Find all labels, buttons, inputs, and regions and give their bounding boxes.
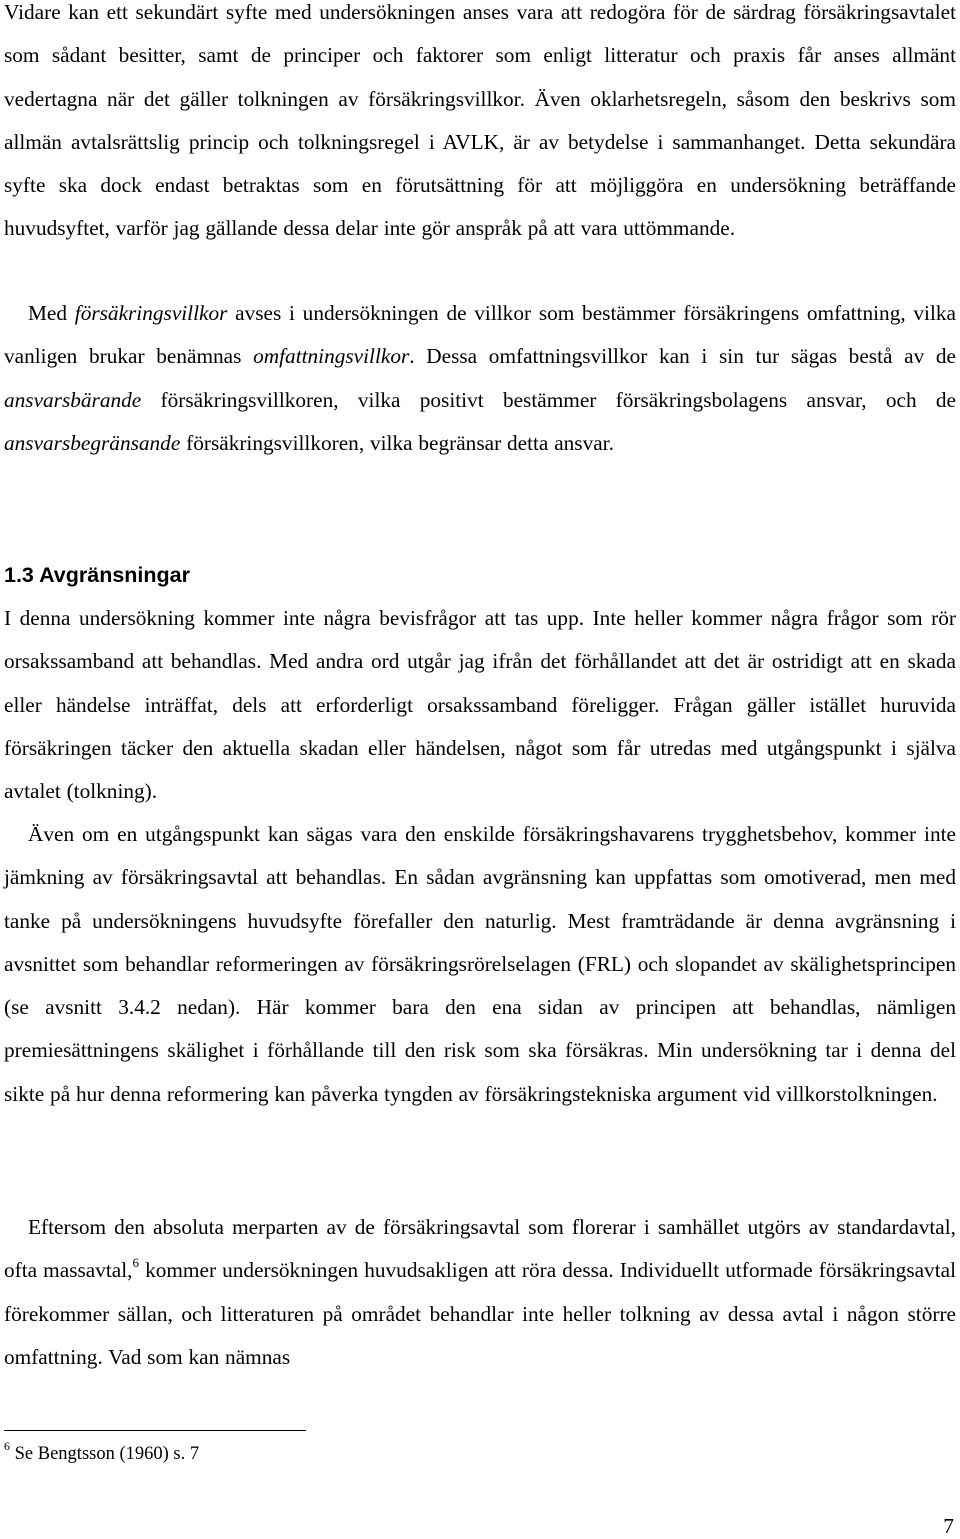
italic-term: ansvarsbärande xyxy=(4,387,142,412)
footnote xyxy=(4,1440,199,1468)
paragraph-secondary-purpose xyxy=(4,0,956,251)
italic-term: ansvarsbegränsande xyxy=(4,430,181,455)
paragraph-text: Vidare kan ett sekundärt syfte med undersökningen anses vara att redogöra för de särdrag försäkringsavtalet som sådant besitter, samt de principer och faktorer som enligt litteratur och praxis får anses allmänt vedertagna när det gäller tolkningen av försäkringsvillkor. Även oklarhetsregeln, såsom den beskrivs som allmän avtalsrättslig princip och tolkningsregel i AVLK, är av betydelse i sammanhanget. Detta sekundära syfte ska dock endast betraktas som en förutsättning för att möjliggöra en undersökning beträffande huvudsyftet, varför jag gällande dessa delar inte gör anspråk på att vara uttömmande. xyxy=(4,0,956,241)
footnote-number: 6 xyxy=(4,1439,10,1453)
paragraph-adjustment xyxy=(4,813,956,1116)
paragraph-text: avses i undersökningen de villkor som bestämmer försäkringens omfattning, vilka vanligen brukar benämnas xyxy=(4,301,956,369)
paragraph-text: . Dessa omfattningsvillkor kan i sin tur sägas bestå av de xyxy=(409,344,956,369)
paragraph-standard-contracts xyxy=(4,1206,956,1379)
italic-term: försäkringsvillkor xyxy=(74,301,228,325)
italic-term: omfattningsvillkor xyxy=(253,344,410,369)
paragraph-definition xyxy=(4,292,956,465)
page-number: 7 xyxy=(943,1514,954,1538)
footnote-reference: 6 xyxy=(132,1255,139,1271)
paragraph-text: försäkringsvillkoren, vilka begränsar detta ansvar. xyxy=(180,430,614,455)
paragraph-limitations xyxy=(4,597,956,813)
paragraph-text: Eftersom den absoluta merparten av de försäkringsavtal som florerar i samhället utgörs av standardavtal, ofta massavtal, xyxy=(4,1215,956,1283)
paragraph-text: Även om en utgångspunkt kan sägas vara den enskilde försäkringshavarens trygghetsbehov, kommer inte jämkning av försäkringsavtal att behandlas. En sådan avgränsning kan uppfattas som omotiverad, men med tanke på undersökningens huvudsyfte förefaller den naturlig. Mest framträdande är denna avgränsning i avsnittet som behandlar reformeringen av försäkringsrörelselagen (FRL) och slopandet av skälighetsprincipen (se avsnitt 3.4.2 nedan). Här kommer bara den ena sidan av principen att behandlas, nämligen premiesättningens skälighet i förhållande till den risk som ska försäkras. Min undersökning tar i denna del sikte på hur denna reformering kan påverka tyngden av försäkringstekniska argument vid villkorstolkningen. xyxy=(4,822,956,1106)
paragraph-text: försäkringsvillkoren, vilka positivt bestämmer försäkringsbolagens ansvar, och de xyxy=(141,387,956,412)
footnote-text: Se Bengtsson (1960) s. 7 xyxy=(10,1444,200,1464)
paragraph-text: I denna undersökning kommer inte några bevisfrågor att tas upp. Inte heller kommer några frågor som rör orsakssamband att behandlas. Med andra ord utgår jag ifrån det förhållandet att det är ostridigt att en skada eller händelse inträffat, dels att erforderligt orsakssamband föreligger. Frågan gäller istället huruvida försäkringen täcker den aktuella skadan eller händelsen, något som får utredas med utgångspunkt i själva avtalet (tolkning). xyxy=(4,606,956,804)
section-heading: 1.3 Avgränsningar xyxy=(4,563,190,587)
footnote-separator xyxy=(4,1430,306,1431)
paragraph-text: kommer undersökningen huvudsakligen att röra dessa. Individuellt utformade försäkringsavtal förekommer sällan, och litteraturen på området behandlar inte heller tolkning av dessa avtal i någon större omfattning. Vad som kan nämnas xyxy=(4,1258,956,1369)
paragraph-text: Med xyxy=(28,301,75,325)
